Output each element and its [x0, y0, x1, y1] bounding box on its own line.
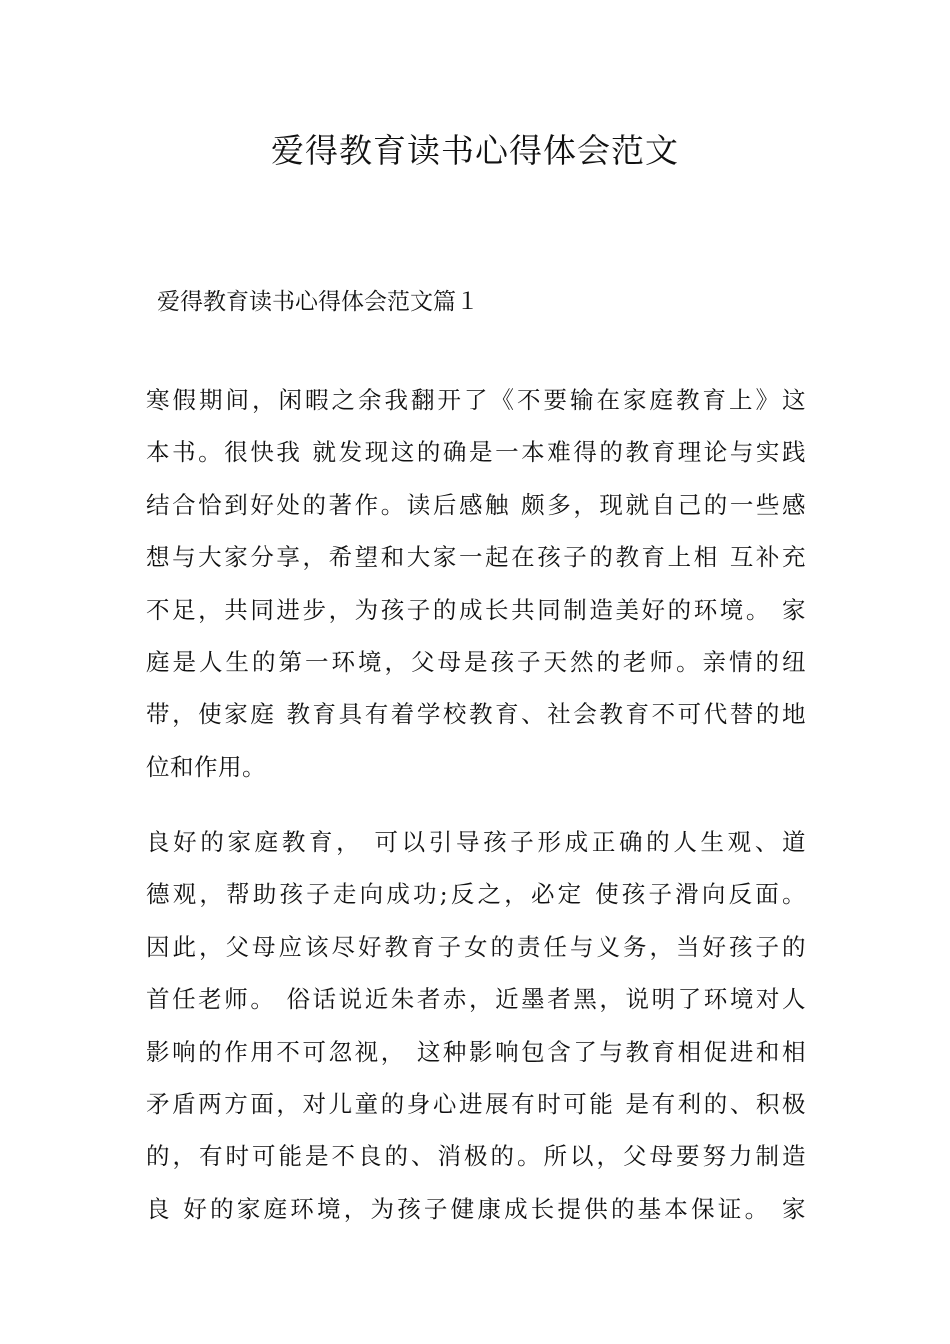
paragraph-line: 影响的作用不可忽视， 这种影响包含了与教育相促进和相 [146, 1037, 806, 1066]
paragraph-line: 矛盾两方面，对儿童的身心进展有时可能 是有利的、积极 [146, 1090, 806, 1119]
paragraph-line: 结合恰到好处的著作。读后感触 颇多，现就自己的一些感 [146, 490, 806, 519]
paragraph-line: 的，有时可能是不良的、消极的。所以，父母要努力制造 [146, 1142, 806, 1171]
paragraph-2 [146, 816, 806, 1235]
document-title: 爱得教育读书心得体会范文 [271, 131, 679, 170]
paragraph-line: 因此，父母应该尽好教育子女的责任与义务，当好孩子的 [146, 932, 806, 961]
paragraph-line: 首任老师。 俗话说近朱者赤，近墨者黑，说明了环境对人 [146, 985, 806, 1014]
paragraph-line: 位和作用。 [146, 752, 266, 781]
section-heading: 爱得教育读书心得体会范文篇１ [157, 289, 479, 315]
paragraph-line: 不足，共同进步，为孩子的成长共同制造美好的环境。 家 [146, 595, 806, 624]
paragraph-line: 寒假期间，闲暇之余我翻开了《不要输在家庭教育上》这 [146, 386, 806, 414]
paragraph-line: 庭是人生的第一环境，父母是孩子天然的老师。亲情的纽 [146, 648, 806, 677]
paragraph-line: 良 好的家庭环境，为孩子健康成长提供的基本保证。 家 [146, 1194, 806, 1223]
paragraph-line: 德观，帮助孩子走向成功;反之，必定 使孩子滑向反面。 [146, 880, 806, 909]
paragraph-line: 良好的家庭教育， 可以引导孩子形成正确的人生观、道 [146, 828, 806, 856]
paragraph-line: 想与大家分享，希望和大家一起在孩子的教育上相 互补充 [146, 543, 806, 572]
paragraph-line: 带，使家庭 教育具有着学校教育、社会教育不可代替的地 [146, 700, 806, 729]
paragraph-line: 本书。很快我 就发现这的确是一本难得的教育理论与实践 [146, 438, 806, 467]
paragraph-1 [146, 374, 806, 793]
